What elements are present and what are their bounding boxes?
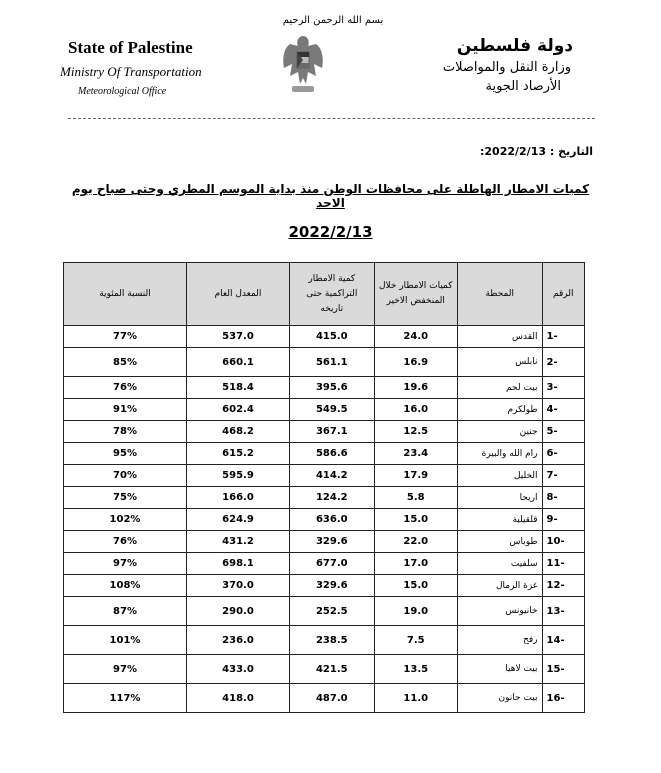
cumulative-value: 636.0 — [289, 509, 374, 531]
cumulative-value: 414.2 — [289, 465, 374, 487]
table-row — [64, 377, 585, 399]
average-value: 660.1 — [187, 348, 290, 377]
english-office-name: Meteorological Office — [78, 86, 167, 97]
row-index: -3 — [542, 377, 584, 399]
average-value: 370.0 — [187, 575, 290, 597]
header-index: الرقم — [542, 263, 584, 326]
table-row — [64, 348, 585, 377]
english-state-title: State of Palestine — [68, 38, 193, 57]
palestine-eagle-emblem-icon — [278, 30, 328, 100]
station-name: طولكرم — [457, 399, 542, 421]
table-row — [64, 655, 585, 684]
basmala-text: بسم الله الرحمن الرحيم — [282, 15, 384, 26]
arabic-state-title: دولة فلسطين — [456, 36, 573, 56]
average-value: 290.0 — [187, 597, 290, 626]
cumulative-value: 586.6 — [289, 443, 374, 465]
row-index: -2 — [542, 348, 584, 377]
header-average: المعدل العام — [187, 263, 290, 326]
rain-value: 16.0 — [374, 399, 457, 421]
rain-value: 16.9 — [374, 348, 457, 377]
percent-value: 76% — [64, 531, 187, 553]
row-index: -16 — [542, 684, 584, 713]
average-value: 236.0 — [187, 626, 290, 655]
rain-value: 13.5 — [374, 655, 457, 684]
document-main-title: كميات الامطار الهاطلة على محافظات الوطن منذ بداية الموسم المطري وحتى صباح يوم الاحد — [71, 182, 590, 210]
percent-value: 75% — [64, 487, 187, 509]
table-row — [64, 421, 585, 443]
table-row — [64, 443, 585, 465]
table-row — [64, 509, 585, 531]
station-name: بيت لحم — [457, 377, 542, 399]
cumulative-value: 561.1 — [289, 348, 374, 377]
english-ministry-name: Ministry Of Transportation — [60, 64, 202, 79]
average-value: 468.2 — [187, 421, 290, 443]
percent-value: 117% — [64, 684, 187, 713]
row-index: -8 — [542, 487, 584, 509]
rain-value: 19.6 — [374, 377, 457, 399]
station-name: قلقيلية — [457, 509, 542, 531]
cumulative-value: 329.6 — [289, 531, 374, 553]
cumulative-value: 549.5 — [289, 399, 374, 421]
station-name: جنين — [457, 421, 542, 443]
station-name: رام الله والبيرة — [457, 443, 542, 465]
average-value: 518.4 — [187, 377, 290, 399]
row-index: -9 — [542, 509, 584, 531]
cumulative-value: 677.0 — [289, 553, 374, 575]
cumulative-value: 367.1 — [289, 421, 374, 443]
row-index: -15 — [542, 655, 584, 684]
table-row — [64, 326, 585, 348]
rain-value: 17.9 — [374, 465, 457, 487]
station-name: سلفيت — [457, 553, 542, 575]
percent-value: 76% — [64, 377, 187, 399]
percent-value: 95% — [64, 443, 187, 465]
rain-value: 15.0 — [374, 509, 457, 531]
document-main-date: 2022/2/13 — [288, 223, 373, 241]
table-row — [64, 487, 585, 509]
arabic-ministry-name: وزارة النقل والمواصلات — [442, 60, 571, 75]
arabic-office-name: الأرصاد الجوية — [485, 79, 561, 94]
cumulative-value: 421.5 — [289, 655, 374, 684]
station-name: الخليل — [457, 465, 542, 487]
average-value: 166.0 — [187, 487, 290, 509]
document-date: التاريخ : 2022/2/13: — [479, 145, 593, 158]
row-index: -7 — [542, 465, 584, 487]
percent-value: 102% — [64, 509, 187, 531]
table-row — [64, 465, 585, 487]
percent-value: 91% — [64, 399, 187, 421]
station-name: خانيونس — [457, 597, 542, 626]
row-index: -13 — [542, 597, 584, 626]
percent-value: 87% — [64, 597, 187, 626]
header-divider — [68, 118, 595, 119]
average-value: 615.2 — [187, 443, 290, 465]
rain-value: 5.8 — [374, 487, 457, 509]
percent-value: 97% — [64, 553, 187, 575]
rain-value: 24.0 — [374, 326, 457, 348]
percent-value: 70% — [64, 465, 187, 487]
header-rain: كميات الامطار خلال المنخفض الاخير — [374, 263, 457, 326]
table-row — [64, 553, 585, 575]
cumulative-value: 124.2 — [289, 487, 374, 509]
average-value: 602.4 — [187, 399, 290, 421]
rain-value: 12.5 — [374, 421, 457, 443]
row-index: -5 — [542, 421, 584, 443]
table-body — [64, 326, 585, 713]
rainfall-table — [63, 262, 585, 713]
cumulative-value: 329.6 — [289, 575, 374, 597]
station-name: بيت حانون — [457, 684, 542, 713]
cumulative-value: 238.5 — [289, 626, 374, 655]
station-name: غزة الرمال — [457, 575, 542, 597]
percent-value: 78% — [64, 421, 187, 443]
table-row — [64, 399, 585, 421]
row-index: -14 — [542, 626, 584, 655]
rain-value: 15.0 — [374, 575, 457, 597]
percent-value: 108% — [64, 575, 187, 597]
average-value: 537.0 — [187, 326, 290, 348]
percent-value: 77% — [64, 326, 187, 348]
rain-value: 22.0 — [374, 531, 457, 553]
header-percent: النسبة المئوية — [64, 263, 187, 326]
cumulative-value: 395.6 — [289, 377, 374, 399]
row-index: -12 — [542, 575, 584, 597]
percent-value: 101% — [64, 626, 187, 655]
header-cumulative: كمية الامطار التراكمية حتى تاريخه — [289, 263, 374, 326]
cumulative-value: 252.5 — [289, 597, 374, 626]
table-row — [64, 597, 585, 626]
station-name: نابلس — [457, 348, 542, 377]
table-row — [64, 626, 585, 655]
table-header-row — [64, 263, 585, 326]
average-value: 698.1 — [187, 553, 290, 575]
row-index: -6 — [542, 443, 584, 465]
table-row — [64, 575, 585, 597]
average-value: 418.0 — [187, 684, 290, 713]
header-station: المحطة — [457, 263, 542, 326]
percent-value: 97% — [64, 655, 187, 684]
row-index: -1 — [542, 326, 584, 348]
station-name: بيت لاهيا — [457, 655, 542, 684]
average-value: 431.2 — [187, 531, 290, 553]
row-index: -11 — [542, 553, 584, 575]
row-index: -4 — [542, 399, 584, 421]
rain-value: 11.0 — [374, 684, 457, 713]
station-name: القدس — [457, 326, 542, 348]
rain-value: 19.0 — [374, 597, 457, 626]
station-name: رفح — [457, 626, 542, 655]
rain-value: 23.4 — [374, 443, 457, 465]
rain-value: 7.5 — [374, 626, 457, 655]
average-value: 595.9 — [187, 465, 290, 487]
average-value: 433.0 — [187, 655, 290, 684]
station-name: اريحا — [457, 487, 542, 509]
cumulative-value: 487.0 — [289, 684, 374, 713]
percent-value: 85% — [64, 348, 187, 377]
table-row — [64, 531, 585, 553]
station-name: طوباس — [457, 531, 542, 553]
table-row — [64, 684, 585, 713]
rain-value: 17.0 — [374, 553, 457, 575]
row-index: -10 — [542, 531, 584, 553]
average-value: 624.9 — [187, 509, 290, 531]
cumulative-value: 415.0 — [289, 326, 374, 348]
